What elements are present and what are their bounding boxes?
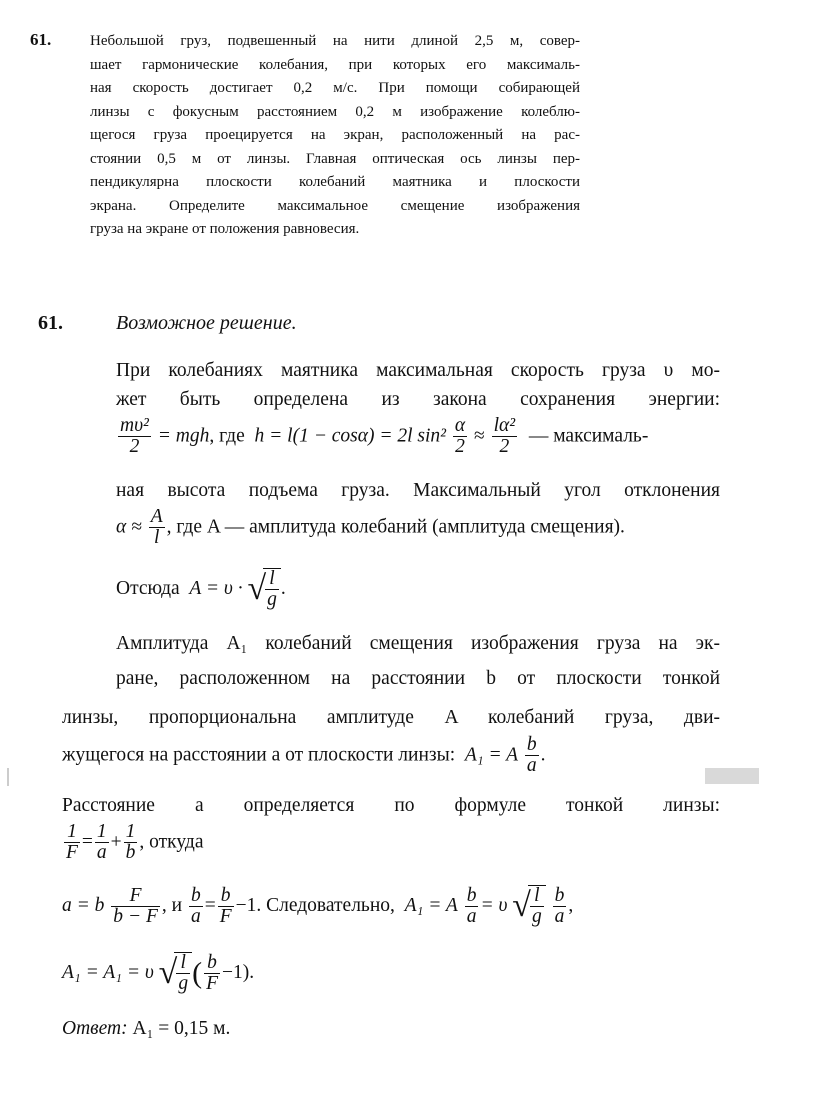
fraction: $\frac{1}{b}$ xyxy=(125,821,136,864)
solution-line: ране, расположенном на расстоянии b от плоскости тонкой xyxy=(116,668,720,689)
square-root: √ $\frac{l}{g}$ xyxy=(247,568,280,611)
solution-line: Расстояние a определяется по формуле тонкой линзы: xyxy=(62,795,720,816)
fraction: $\frac{b}{a}$ xyxy=(554,884,565,927)
solution-line: При колебаниях маятника максимальная скорость груза υ мо- xyxy=(116,360,720,381)
square-root: √ $\frac{l}{g}$ xyxy=(512,885,545,928)
problem-line: пендикулярна плоскости колебаний маятника и плоскости xyxy=(90,174,580,190)
fraction: $\frac{\alpha}{2}$ xyxy=(454,415,466,458)
angle-equation: α ≈ $\frac{A}{l}$ , где A — амплитуда колебаний (амплитуда смещения). xyxy=(116,506,625,549)
fraction: $\frac{\text{lα²}}{2}$ xyxy=(493,415,516,458)
distance-equation: a = b $\frac{F}{b - F}$ , и $\frac{b}{a}$ = $\frac{b}{F}$ −1. Следовательно, A₁ = A $\frac{b}{a}$ = υ √ $\frac{l}{g}$ $\frac{b}{a}$ , xyxy=(62,884,574,928)
fraction: $\frac{A}{l}$ xyxy=(150,506,163,549)
fraction: $\frac{b}{F}$ xyxy=(219,884,232,927)
solution-line: жет быть определена из закона сохранения энергии: xyxy=(116,389,720,410)
fraction: $\frac{b}{a}$ xyxy=(466,884,477,927)
fraction: $\frac{b}{a}$ xyxy=(526,734,537,777)
lens-formula: $\frac{1}{F}$ = $\frac{1}{a}$ + $\frac{1}{b}$ , откуда xyxy=(66,821,204,864)
solution-heading: Возможное решение. xyxy=(116,312,297,334)
problem-line: линзы с фокусным расстоянием 0,2 м изображение колеблю- xyxy=(90,103,580,120)
problem-line: Небольшой груз, подвешенный на нити длиной 2,5 м, совер- xyxy=(90,33,580,49)
problem-line: шает гармонические колебания, при которых его максималь- xyxy=(90,56,580,73)
fraction: $\frac{F}{b - F}$ xyxy=(113,884,158,927)
problem-line: груза на экране от положения равновесия. xyxy=(90,221,360,237)
scan-artifact xyxy=(7,768,9,786)
fraction: $\frac{1}{a}$ xyxy=(96,821,107,864)
solution-line: линзы, пропорциональна амплитуде A колебаний груза, дви- xyxy=(62,707,720,728)
fraction: $\frac{b}{F}$ xyxy=(206,951,219,994)
final-equation: A₁ = A₁ = υ √ $\frac{l}{g}$ ( $\frac{b}{F}$ −1). xyxy=(62,951,255,995)
energy-equation: $\frac{\text{mυ²}}{2}$ = mgh, где h = l(1 − cosα) = 2l sin² $\frac{\alpha}{2}$ ≈ $\frac{\text{lα²}}{2}$ — максималь- xyxy=(120,415,649,458)
fraction: $\frac{\text{mυ²}}{2}$ xyxy=(120,415,149,458)
answer-label: Ответ: xyxy=(62,1018,128,1039)
problem-number: 61. xyxy=(30,30,52,49)
solution-line: ная высота подъема груза. Максимальный угол отклонения xyxy=(116,480,720,501)
problem-line: экрана. Определите максимальное смещение изображения xyxy=(90,197,580,214)
answer xyxy=(62,1018,230,1040)
amplitude-equation: Отсюда A = υ · √ $\frac{l}{g}$ . xyxy=(116,568,286,611)
problem-line: щегося груза проецируется на экран, расположенный на рас- xyxy=(90,127,580,143)
fraction: $\frac{1}{F}$ xyxy=(66,821,78,864)
solution-line: Амплитуда A₁ колебаний смещения изображения груза на эк- xyxy=(116,633,720,654)
scan-artifact xyxy=(705,768,759,784)
answer-value: A₁ = 0,15 м. xyxy=(132,1018,231,1039)
problem-line: ная скорость достигает 0,2 м/с. При помощи собирающей xyxy=(90,80,580,96)
square-root: √ $\frac{l}{g}$ xyxy=(159,952,192,995)
problem-text xyxy=(90,30,580,242)
problem-line: стоянии 0,5 м от линзы. Главная оптическая ось линзы пер- xyxy=(90,150,580,167)
fraction: $\frac{b}{a}$ xyxy=(190,884,201,927)
solution-number: 61. xyxy=(38,312,63,334)
image-amplitude-equation: жущегося на расстоянии a от плоскости линзы: A₁ = A $\frac{b}{a}$ . xyxy=(62,734,546,777)
